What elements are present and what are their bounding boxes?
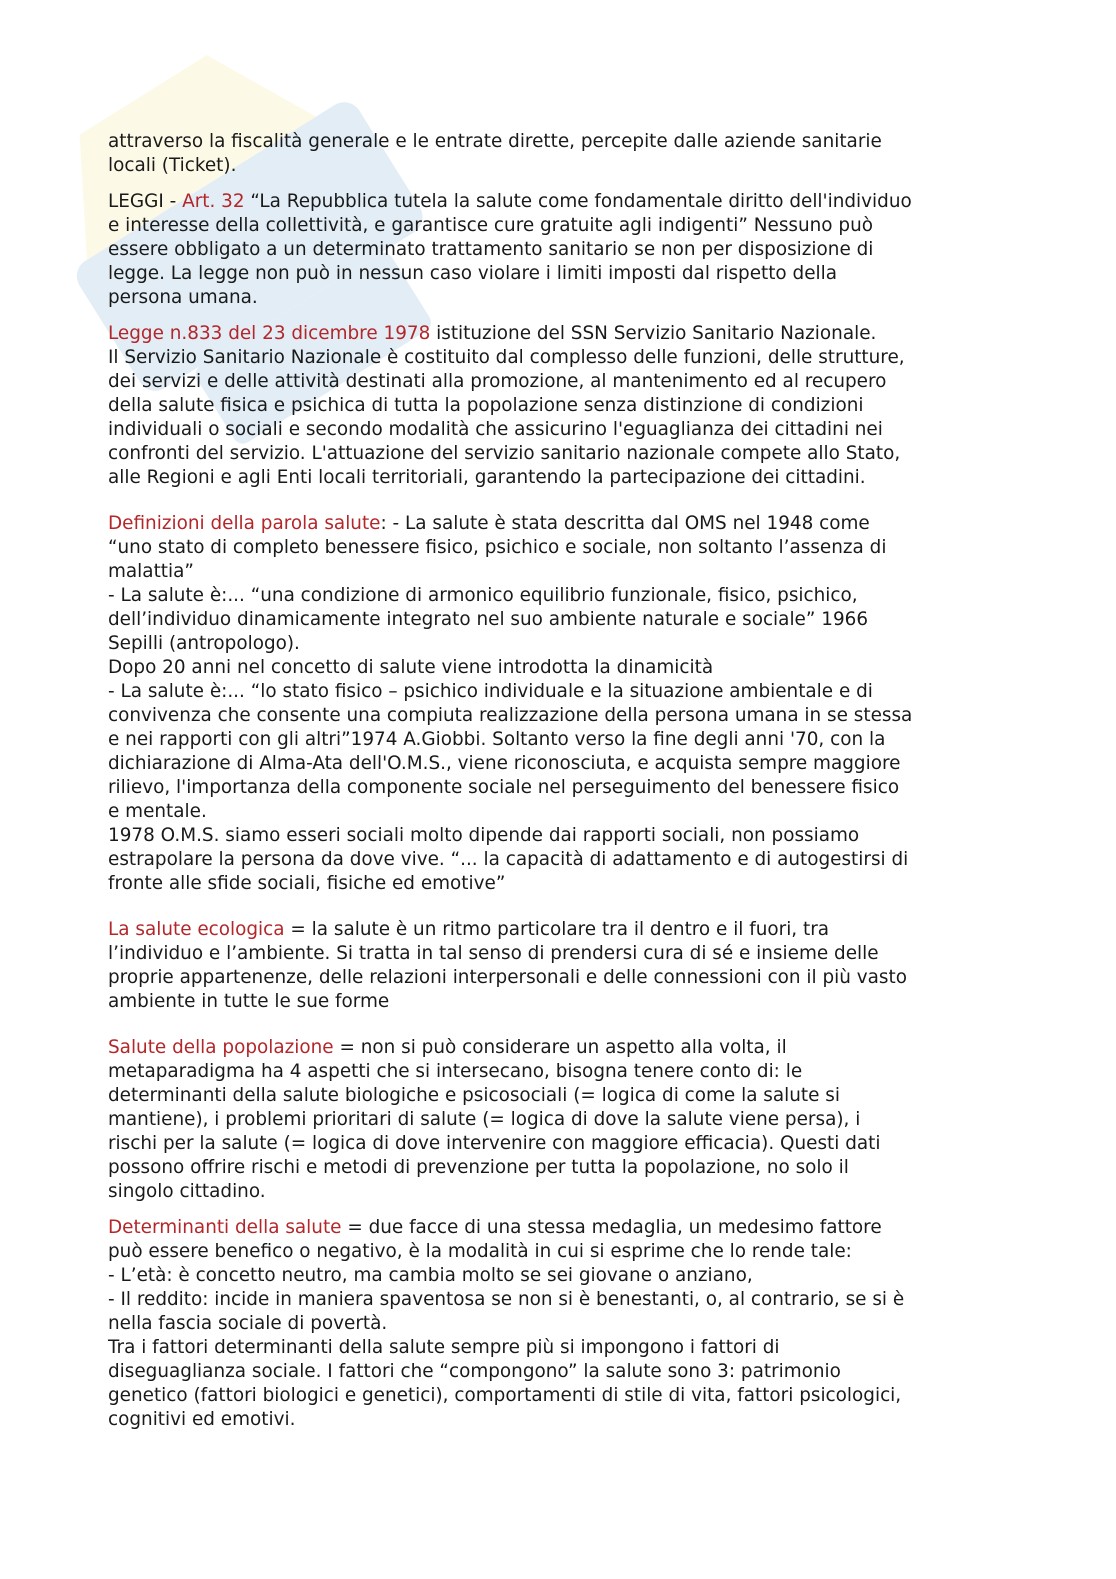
leggi-lead: LEGGI - — [108, 191, 183, 212]
paragraph-leggi-art32: LEGGI - Art. 32 “La Repubblica tutela la salute come fondamentale diritto dell'individuo e interesse della collettività, e garantisce cure gratuite agli indigenti” Nessuno può essere obbligato a un determinato trattamento sanitario se non per disposizione di legge. La legge non può in nessun caso violare i limiti imposti dal rispetto della persona umana. — [108, 191, 912, 308]
paragraph-determinanti-salute: Determinanti della salute = due facce di una stessa medaglia, un medesimo fattore può essere benefico o negativo, è la modalità in cui si esprime che lo rende tale: - L’età: è concetto neutro, ma cambia molto se sei giovane o anziano, - Il reddito: incide in maniera spaventosa se non si è benestanti, o, al contrario, se si è nella fascia sociale di povertà. Tra i fattori determinanti della salute sempre più si impongono i fattori di diseguaglianza sociale. I fattori che “compongono” la salute sono 3: patrimonio genetico (fattori biologici e genetici), comportamenti di stile di vita, fattori psicologici, cognitivi ed emotivi. — [108, 1217, 905, 1430]
paragraph-salute-ecologica: La salute ecologica = la salute è un ritmo particolare tra il dentro e il fuori, tra l’individuo e l’ambiente. Si tratta in tal senso di prendersi cura di sé e insieme delle proprie appartenenze, delle relazioni interpersonali e delle connessioni con il più vasto ambiente in tutte le sue forme — [108, 919, 907, 1012]
paragraph-salute-popolazione: Salute della popolazione = non si può considerare un aspetto alla volta, il metaparadigma ha 4 aspetti che si intersecano, bisogna tenere conto di: le determinanti della salute biologiche e psicosociali (= logica di come la salute si mantiene), i problemi prioritari di salute (= logica di dove la salute viene persa), i rischi per la salute (= logica di dove intervenire con maggiore efficacia). Questi dati possono offrire rischi e metodi di prevenzione per tutta la popolazione, no solo il singolo cittadino. — [108, 1037, 881, 1202]
document-page — [108, 130, 1008, 1432]
determinanti-heading: Determinanti della salute — [108, 1217, 342, 1238]
paragraph-financing: attraverso la fiscalità generale e le entrate dirette, percepite dalle aziende sanitarie locali (Ticket). — [108, 131, 882, 176]
salute-ecologica-heading: La salute ecologica — [108, 919, 285, 940]
art32-heading: Art. 32 — [182, 191, 245, 212]
legge-833-heading: Legge n.833 del 23 dicembre 1978 — [108, 323, 431, 344]
paragraph-legge-833: Legge n.833 del 23 dicembre 1978 istituzione del SSN Servizio Sanitario Nazionale. Il Servizio Sanitario Nazionale è costituito dal complesso delle funzioni, delle strutture, dei servizi e delle attività destinati alla promozione, al mantenimento ed al recupero della salute fisica e psichica di tutta la popolazione senza distinzione di condizioni individuali o sociali e secondo modalità che assicurino l'eguaglianza dei cittadini nei confronti del servizio. L'attuazione del servizio sanitario nazionale compete allo Stato, alle Regioni e agli Enti locali territoriali, garantendo la partecipazione dei cittadini. — [108, 323, 905, 488]
definizioni-heading: Definizioni della parola salute — [108, 513, 381, 534]
salute-popolazione-heading: Salute della popolazione — [108, 1037, 334, 1058]
paragraph-definizioni-salute: Definizioni della parola salute: - La salute è stata descritta dal OMS nel 1948 come “uno stato di completo benessere fisico, psichico e sociale, non soltanto l’assenza di malattia” - La salute è:... “una condizione di armonico equilibrio funzionale, fisico, psichico, dell’individuo dinamicamente integrato nel suo ambiente naturale e sociale” 1966 Sepilli (antropologo). Dopo 20 anni nel concetto di salute viene introdotta la dinamicità - La salute è:... “lo stato fisico – psichico individuale e la situazione ambientale e di convivenza che consente una compiuta realizzazione della persona umana in se stessa e nei rapporti con gli altri”1974 A.Giobbi. Soltanto verso la fine degli anni '70, con la dichiarazione di Alma-Ata dell'O.M.S., viene riconosciuta, e acquista sempre maggiore rilievo, l'importanza della componente sociale nel perseguimento del benessere fisico e mentale. 1978 O.M.S. siamo esseri sociali molto dipende dai rapporti sociali, non possiamo estrapolare la persona da dove vive. “... la capacità di adattamento e di autogestirsi di fronte alle sfide sociali, fisiche ed emotive” — [108, 513, 913, 894]
